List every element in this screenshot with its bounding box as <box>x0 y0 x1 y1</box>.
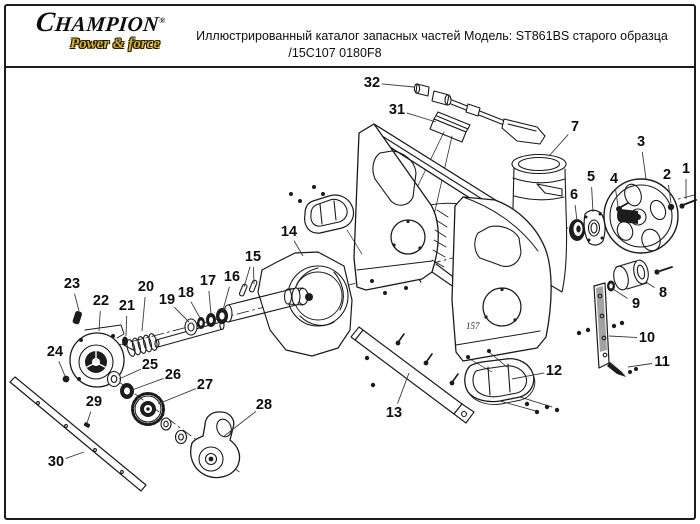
callout-number-14: 14 <box>280 224 298 240</box>
chute-base-ring <box>465 352 559 414</box>
callout-number-9: 9 <box>631 296 641 312</box>
callout-leader-24 <box>59 361 65 376</box>
callout-number-4: 4 <box>609 171 619 187</box>
callout-leader-29 <box>87 412 91 424</box>
callout-leader-27 <box>158 389 196 404</box>
brand-text: HAMPION <box>53 12 161 36</box>
callout-number-20: 20 <box>137 279 155 295</box>
callout-leader-15 <box>253 267 254 284</box>
callout-number-31: 31 <box>388 102 406 118</box>
callout-number-19: 19 <box>158 292 176 308</box>
brand-initial: C <box>34 7 57 38</box>
impeller <box>258 252 352 356</box>
callout-leader-10 <box>609 336 637 338</box>
friction-gear-train <box>108 372 240 478</box>
callout-number-7: 7 <box>570 119 580 135</box>
callout-leader-32 <box>382 84 414 87</box>
callout-number-10: 10 <box>638 330 656 346</box>
callout-number-28: 28 <box>255 397 273 413</box>
callout-number-1: 1 <box>681 161 691 177</box>
callout-number-6: 6 <box>569 187 579 203</box>
callout-leader-30 <box>65 452 84 459</box>
skid-bracket <box>577 283 641 377</box>
callout-number-21: 21 <box>118 298 136 314</box>
upper-bearing-bracket <box>289 185 362 254</box>
callout-number-22: 22 <box>92 293 110 309</box>
callout-number-13: 13 <box>385 405 403 421</box>
registered-mark: ® <box>158 16 167 25</box>
auger-gearbox <box>63 310 133 387</box>
callout-number-5: 5 <box>586 169 596 185</box>
callout-number-25: 25 <box>141 357 159 373</box>
callout-number-2: 2 <box>662 167 672 183</box>
catalog-title: Иллюстрированный каталог запасных частей Модель: ST861BS старого образца <box>196 29 668 43</box>
callout-number-11: 11 <box>654 354 670 370</box>
callout-leader-6 <box>575 205 577 221</box>
callout-leader-13 <box>398 373 410 404</box>
callout-number-3: 3 <box>636 134 646 150</box>
callout-leader-20 <box>142 297 145 331</box>
callout-leader-17 <box>209 291 211 314</box>
housing-stamp: 157 <box>466 321 480 331</box>
callout-leader-5 <box>592 187 593 212</box>
callout-number-32: 32 <box>363 75 381 91</box>
callout-leader-21 <box>126 316 127 336</box>
callout-leader-19 <box>174 307 189 322</box>
callout-number-12: 12 <box>545 363 563 379</box>
callout-number-17: 17 <box>199 273 217 289</box>
catalog-subtitle: /15C107 0180F8 <box>288 46 382 60</box>
callout-number-29: 29 <box>85 394 103 410</box>
callout-leader-3 <box>642 152 646 179</box>
callout-leader-7 <box>549 134 568 156</box>
brand-tagline: Power & force <box>70 36 160 52</box>
callout-number-15: 15 <box>244 249 262 265</box>
callout-leader-15 <box>244 267 250 287</box>
callout-number-8: 8 <box>658 285 668 301</box>
callout-leader-26 <box>132 378 164 390</box>
callout-number-16: 16 <box>223 269 241 285</box>
callout-number-30: 30 <box>47 454 65 470</box>
callout-number-24: 24 <box>46 344 64 360</box>
shear-pins <box>239 280 258 297</box>
callout-leader-23 <box>75 294 80 311</box>
callout-number-26: 26 <box>164 367 182 383</box>
callout-leader-9 <box>613 289 628 299</box>
callout-leader-31 <box>407 113 436 122</box>
callout-number-27: 27 <box>196 377 214 393</box>
callout-leader-11 <box>628 364 652 368</box>
worm-gear-spring <box>122 333 159 357</box>
callout-leader-18 <box>191 302 200 318</box>
callout-number-18: 18 <box>177 285 195 301</box>
drive-pulley <box>604 179 678 253</box>
crank-rod <box>414 84 545 144</box>
callout-leader-8 <box>646 282 655 288</box>
callout-number-23: 23 <box>63 276 81 292</box>
bearing <box>569 219 585 241</box>
